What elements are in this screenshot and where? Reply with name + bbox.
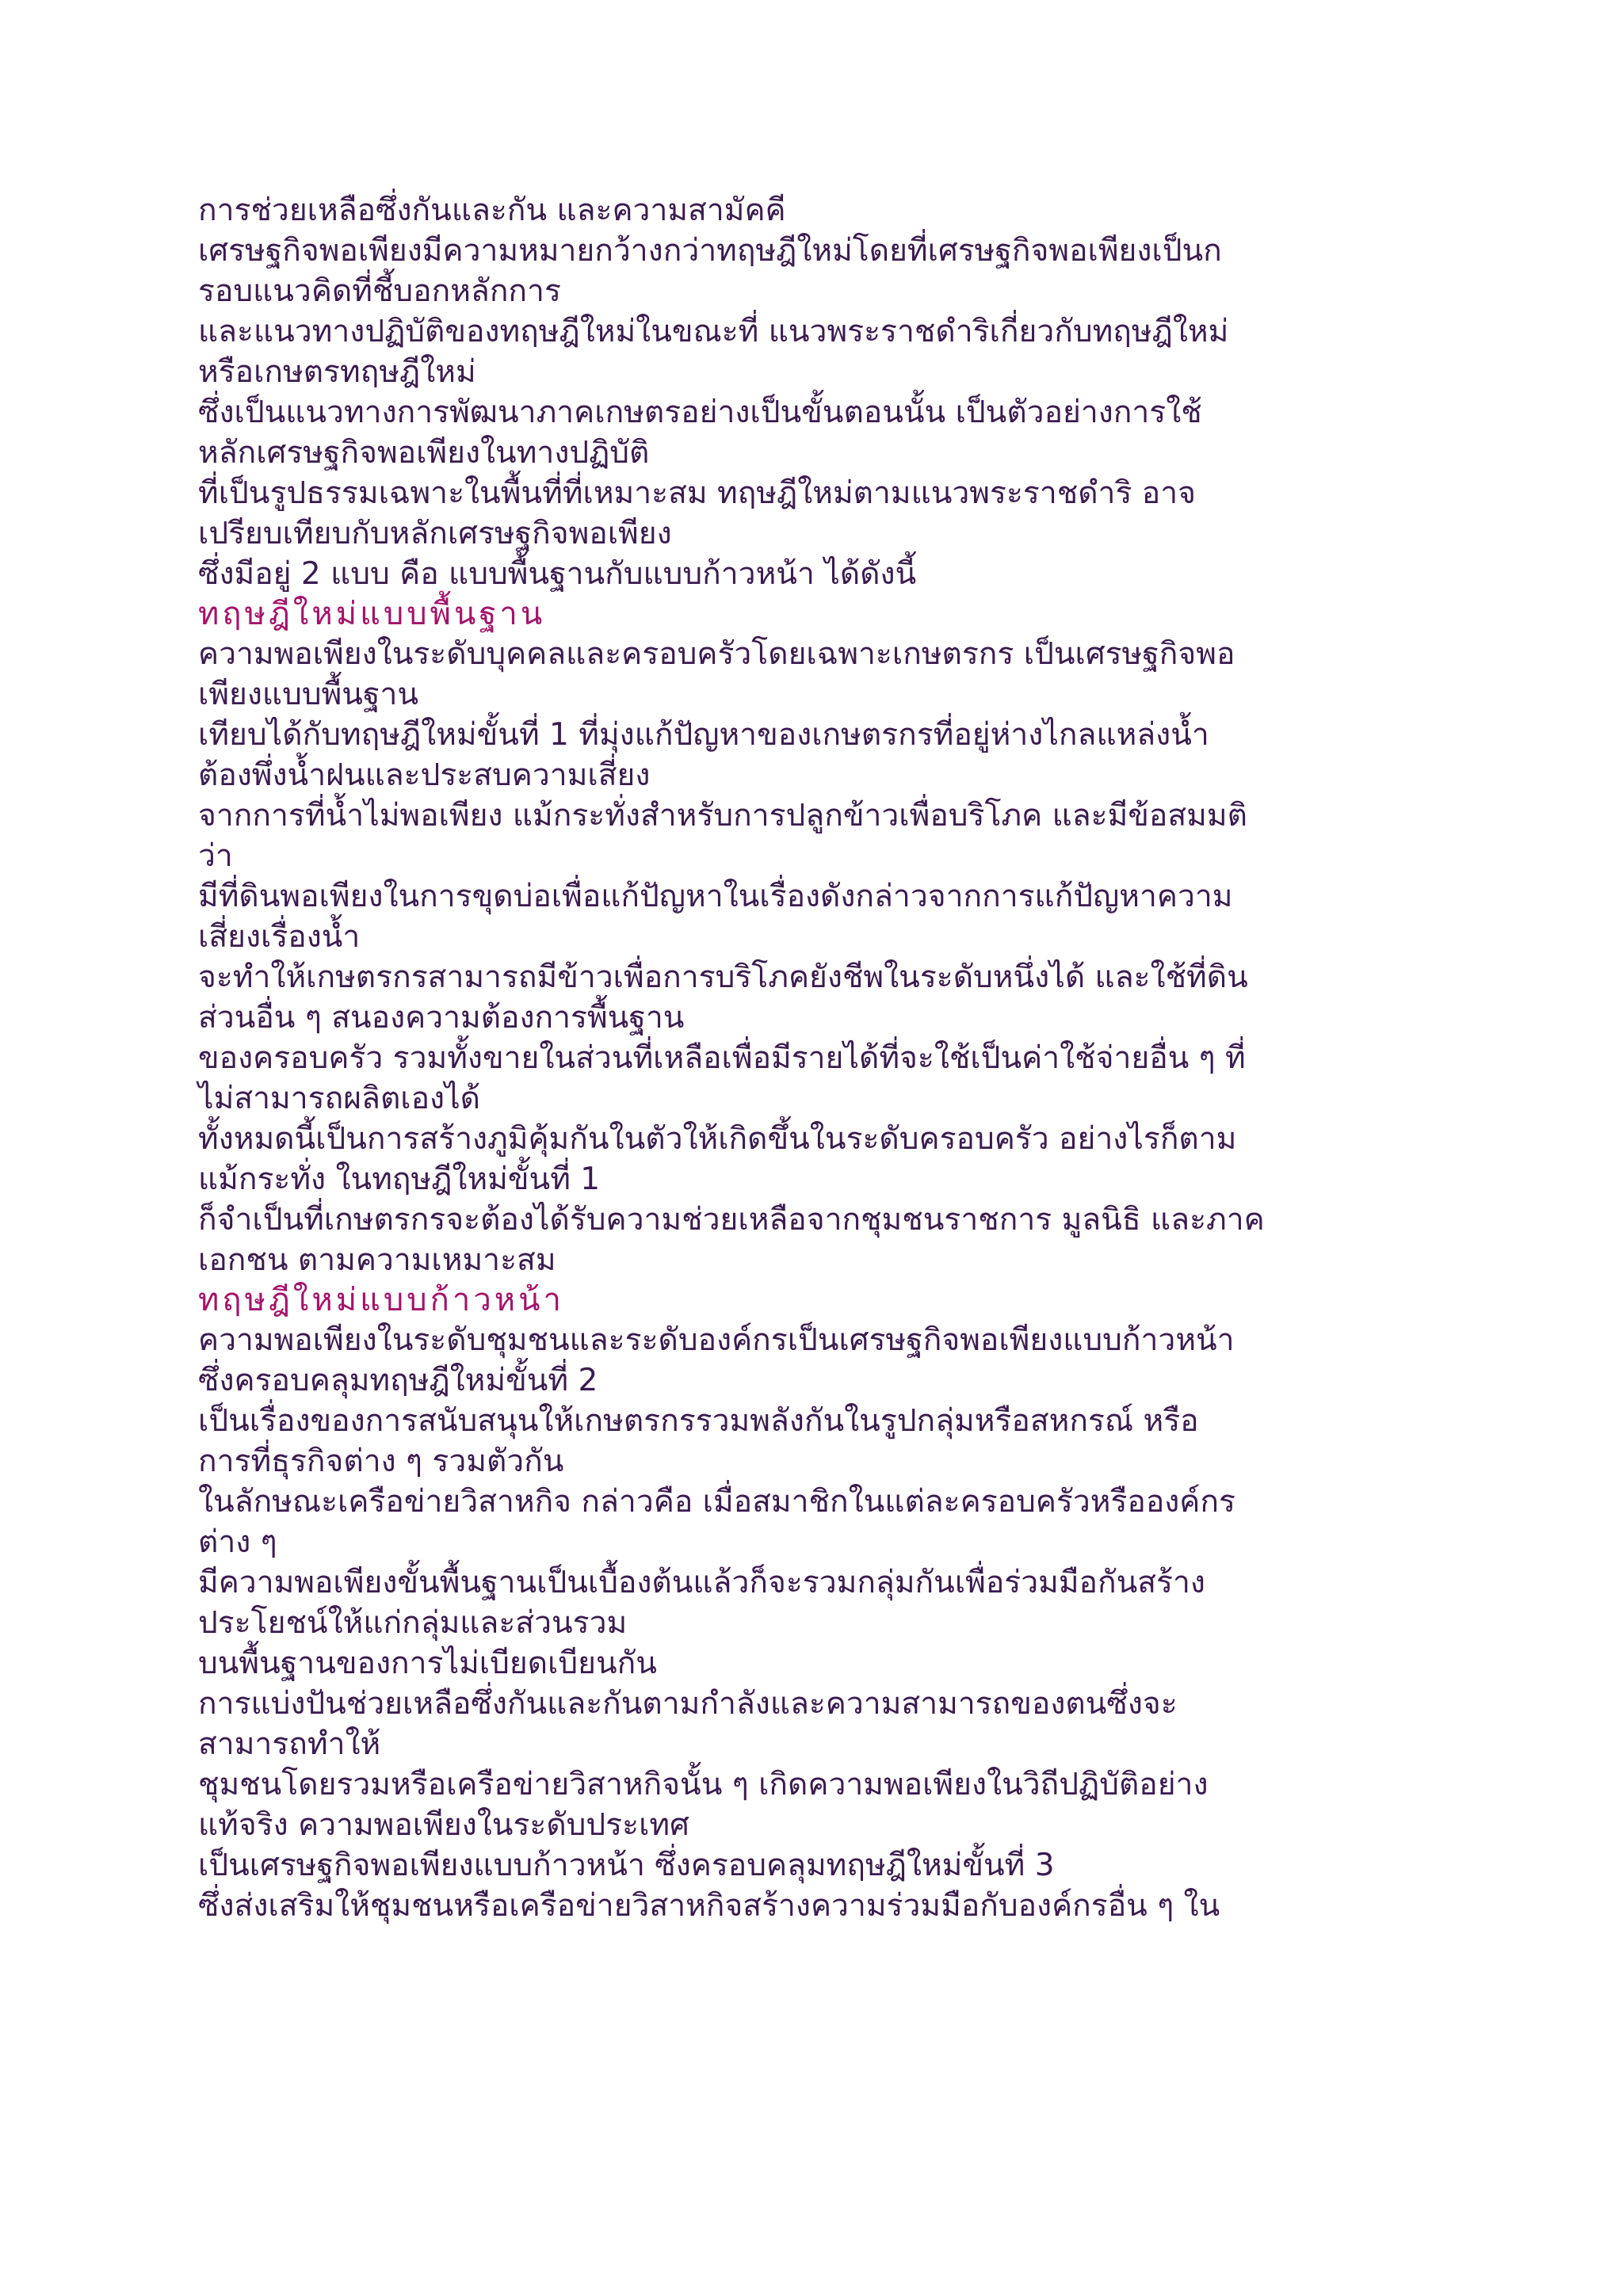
paragraph xyxy=(198,1886,1434,1926)
paragraph xyxy=(198,795,1434,876)
paragraph-line: ซึ่งส่งเสริมให้ชุมชนหรือเครือข่ายวิสาหกิจสร้างความร่วมมือกับองค์กรอื่น ๆ ใน xyxy=(198,1888,1220,1924)
paragraph xyxy=(198,715,1434,795)
paragraph-line: และแนวทางปฏิบัติของทฤษฎีใหม่ในขณะที่ แนวพระราชดำริเกี่ยวกับทฤษฎีใหม่ xyxy=(198,314,1229,349)
paragraph-line: ชุมชนโดยรวมหรือเครือข่ายวิสาหกิจนั้น ๆ เกิดความพอเพียงในวิถีปฏิบัติอย่าง xyxy=(198,1767,1209,1802)
paragraph-line: เสี่ยงเรื่องน้ำ xyxy=(198,919,361,955)
paragraph-line: ซึ่งมีอยู่ 2 แบบ คือ แบบพื้นฐานกับแบบก้าวหน้า ได้ดังนี้ xyxy=(198,556,917,592)
paragraph-line: การแบ่งปันช่วยเหลือซึ่งกันและกันตามกำลังและความสามารถของตนซึ่งจะ xyxy=(198,1686,1178,1722)
paragraph-line: ความพอเพียงในระดับชุมชนและระดับองค์กรเป็นเศรษฐกิจพอเพียงแบบก้าวหน้า xyxy=(198,1322,1235,1358)
paragraph xyxy=(198,473,1434,554)
paragraph-line: ทั้งหมดนี้เป็นการสร้างภูมิคุ้มกันในตัวให้เกิดขึ้นในระดับครอบครัว อย่างไรก็ตาม xyxy=(198,1121,1237,1157)
paragraph-line: จากการที่น้ำไม่พอเพียง แม้กระทั่งสำหรับการปลูกข้าวเพื่อบริโภค และมีข้อสมมติ xyxy=(198,798,1247,833)
paragraph-line: เปรียบเทียบกับหลักเศรษฐกิจพอเพียง xyxy=(198,516,672,551)
paragraph xyxy=(198,1764,1434,1845)
paragraph xyxy=(198,1401,1434,1482)
paragraph-line: ในลักษณะเครือข่ายวิสาหกิจ กล่าวคือ เมื่อสมาชิกในแต่ละครอบครัวหรือองค์กร xyxy=(198,1484,1235,1520)
paragraph-line: แท้จริง ความพอเพียงในระดับประเทศ xyxy=(198,1807,689,1843)
paragraph xyxy=(198,957,1434,1038)
paragraph xyxy=(198,1199,1434,1280)
paragraph-line: ส่วนอื่น ๆ สนองความต้องการพื้นฐาน xyxy=(198,1000,685,1035)
paragraph-line: ซึ่งครอบคลุมทฤษฎีใหม่ขั้นที่ 2 xyxy=(198,1363,598,1398)
paragraph-line: การที่ธุรกิจต่าง ๆ รวมตัวกัน xyxy=(198,1444,564,1479)
paragraph-line: การช่วยเหลือซึ่งกันและกัน และความสามัคคี xyxy=(198,193,786,228)
paragraph xyxy=(198,634,1434,715)
paragraph-line: แม้กระทั่ง ในทฤษฎีใหม่ขั้นที่ 1 xyxy=(198,1161,601,1197)
paragraph-line: หรือเกษตรทฤษฎีใหม่ xyxy=(198,354,476,390)
paragraph-line: ซึ่งเป็นแนวทางการพัฒนาภาคเกษตรอย่างเป็นขั้นตอนนั้น เป็นตัวอย่างการใช้ xyxy=(198,395,1202,430)
paragraph-line: เป็นเศรษฐกิจพอเพียงแบบก้าวหน้า ซึ่งครอบคลุมทฤษฎีใหม่ขั้นที่ 3 xyxy=(198,1848,1055,1883)
section-heading: ทฤษฎีใหม่แบบก้าวหน้า xyxy=(198,1282,564,1318)
paragraph-line: ต้องพึ่งน้ำฝนและประสบความเสี่ยง xyxy=(198,757,651,793)
paragraph-line: เศรษฐกิจพอเพียงมีความหมายกว้างกว่าทฤษฎีใหม่โดยที่เศรษฐกิจพอเพียงเป็นก xyxy=(198,233,1222,269)
paragraph-line: ที่เป็นรูปธรรมเฉพาะในพื้นที่ที่เหมาะสม ทฤษฎีใหม่ตามแนวพระราชดำริ อาจ xyxy=(198,475,1196,511)
paragraph-line: ก็จำเป็นที่เกษตรกรจะต้องได้รับความช่วยเหลือจากชุมชนราชการ มูลนิธิ และภาค xyxy=(198,1202,1265,1238)
paragraph xyxy=(198,876,1434,957)
paragraph-line: เพียงแบบพื้นฐาน xyxy=(198,677,419,712)
paragraph-line: มีที่ดินพอเพียงในการขุดบ่อเพื่อแก้ปัญหาในเรื่องดังกล่าวจากการแก้ปัญหาความ xyxy=(198,879,1233,914)
paragraph-line: เทียบได้กับทฤษฎีใหม่ขั้นที่ 1 ที่มุ่งแก้ปัญหาของเกษตรกรที่อยู่ห่างไกลแหล่งน้ำ xyxy=(198,717,1209,753)
paragraph xyxy=(198,392,1434,473)
paragraph-line: หลักเศรษฐกิจพอเพียงในทางปฏิบัติ xyxy=(198,435,650,471)
paragraph xyxy=(198,1845,1434,1886)
paragraph xyxy=(198,190,1434,231)
paragraph-line: ไม่สามารถผลิตเองได้ xyxy=(198,1081,481,1116)
paragraph-line: เป็นเรื่องของการสนับสนุนให้เกษตรกรรวมพลังกันในรูปกลุ่มหรือสหกรณ์ หรือ xyxy=(198,1403,1199,1439)
paragraph-line: มีความพอเพียงขั้นพื้นฐานเป็นเบื้องต้นแล้วก็จะรวมกลุ่มกันเพื่อร่วมมือกันสร้าง xyxy=(198,1565,1205,1600)
paragraph-line: ความพอเพียงในระดับบุคคลและครอบครัวโดยเฉพาะเกษตรกร เป็นเศรษฐกิจพอ xyxy=(198,636,1235,672)
paragraph xyxy=(198,1119,1434,1199)
paragraph xyxy=(198,1038,1434,1119)
paragraph xyxy=(198,1482,1434,1562)
paragraph xyxy=(198,1562,1434,1643)
paragraph xyxy=(198,311,1434,392)
paragraph-line: ประโยชน์ให้แก่กลุ่มและส่วนรวม xyxy=(198,1605,628,1641)
paragraph xyxy=(198,1684,1434,1764)
paragraph-line: จะทำให้เกษตรกรสามารถมีข้าวเพื่อการบริโภคยังชีพในระดับหนึ่งได้ และใช้ที่ดิน xyxy=(198,959,1248,995)
paragraph xyxy=(198,554,1434,594)
document-body xyxy=(198,190,1434,1926)
paragraph xyxy=(198,1320,1434,1401)
paragraph xyxy=(198,231,1434,311)
paragraph-line: บนพื้นฐานของการไม่เบียดเบียนกัน xyxy=(198,1646,657,1681)
paragraph-line: ของครอบครัว รวมทั้งขายในส่วนที่เหลือเพื่อมีรายได้ที่จะใช้เป็นค่าใช้จ่ายอื่น ๆ ที่ xyxy=(198,1040,1246,1076)
section-heading: ทฤษฎีใหม่แบบพื้นฐาน xyxy=(198,596,546,632)
paragraph-line: เอกชน ตามความเหมาะสม xyxy=(198,1242,556,1278)
paragraph-line: ว่า xyxy=(198,838,233,874)
paragraph-line: รอบแนวคิดที่ชี้บอกหลักการ xyxy=(198,273,561,309)
paragraph-line: สามารถทำให้ xyxy=(198,1726,381,1762)
paragraph-line: ต่าง ๆ xyxy=(198,1524,277,1560)
paragraph xyxy=(198,1643,1434,1684)
